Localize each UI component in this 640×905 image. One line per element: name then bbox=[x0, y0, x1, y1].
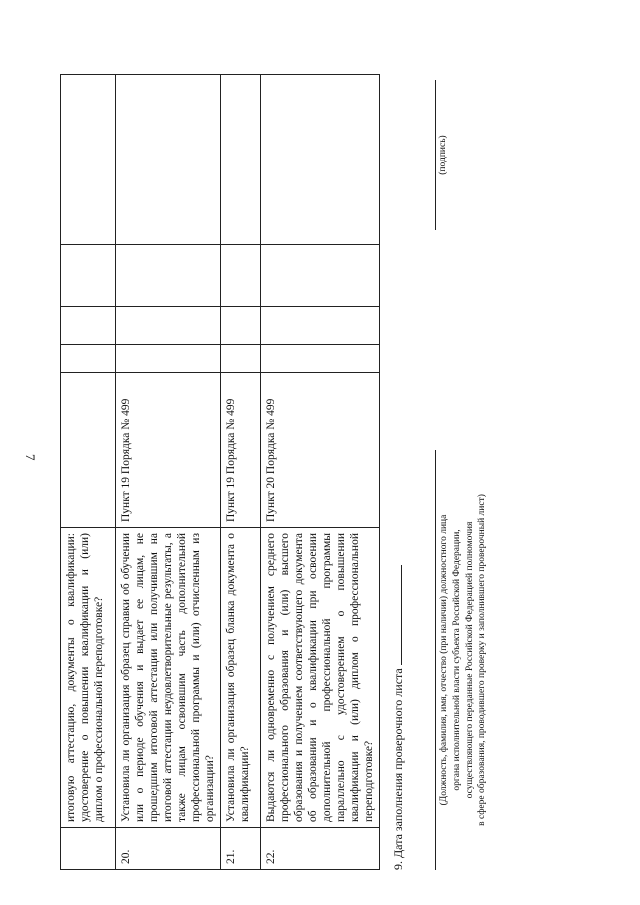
answer-cell-yes bbox=[261, 345, 380, 373]
question-cell: Установила ли организация образец справки об обучении или о периоде обучения и выдает ее лицам, не прошедшим итоговой аттестации или получившим на итоговой аттестации неудовлетворительные результаты, а также лицам освоившим часть дополнительной профессиональной программы и (или) отчисленным из организации? bbox=[116, 528, 221, 828]
official-caption bbox=[438, 450, 489, 870]
official-caption-line: осуществляющего переданные Российской Федерацией полномочия bbox=[464, 521, 475, 799]
row-number: 21. bbox=[221, 828, 261, 870]
signature-block bbox=[435, 80, 515, 870]
official-caption-line: в сфере образования, проводившего проверку и заполнившего проверочный лист) bbox=[477, 494, 488, 826]
table-row bbox=[221, 75, 261, 870]
row-number: 22. bbox=[261, 828, 380, 870]
signature-line bbox=[435, 80, 436, 230]
row-number: 20. bbox=[116, 828, 221, 870]
reference-cell bbox=[61, 373, 116, 528]
official-line bbox=[435, 450, 436, 870]
reference-cell: Пункт 19 Порядка № 499 bbox=[221, 373, 261, 528]
question-cell: итоговую аттестацию, документы о квалификации: удостоверение о повышении квалификации и (или) диплом о профессиональной переподготовке? bbox=[61, 528, 116, 828]
answer-cell-no bbox=[261, 307, 380, 345]
reference-cell: Пункт 20 Порядка № 499 bbox=[261, 373, 380, 528]
fill-date-label: 9. Дата заполнения проверочного листа bbox=[391, 668, 405, 870]
answer-cell-no bbox=[116, 307, 221, 345]
signature-caption: (подпись) bbox=[438, 135, 448, 175]
answer-cell-yes bbox=[221, 345, 261, 373]
official-caption-line: (Должность, фамилия, имя, отчество (при наличии) должностного лица bbox=[439, 514, 449, 806]
comment-cell bbox=[61, 75, 116, 245]
answer-cell-na bbox=[221, 245, 261, 307]
comment-cell bbox=[116, 75, 221, 245]
checklist-table bbox=[60, 74, 380, 870]
rotated-page-content bbox=[60, 75, 640, 870]
page-number: 7 bbox=[23, 454, 38, 461]
table-row bbox=[61, 75, 116, 870]
comment-cell bbox=[221, 75, 261, 245]
answer-cell-no bbox=[61, 307, 116, 345]
question-cell: Выдаются ли одновременно с получением среднего профессионального образования и (или) высшего образования и получением соответствующего документа об образовании и о квалификации при освоении дополнительной профессиональной программы параллельно с удостоверением о повышении квалификации и (или) диплом о профессиональной переподготовке? bbox=[261, 528, 380, 828]
answer-cell-no bbox=[221, 307, 261, 345]
answer-cell-na bbox=[261, 245, 380, 307]
answer-cell-na bbox=[116, 245, 221, 307]
fill-date-blank bbox=[390, 565, 402, 665]
question-cell: Установила ли организация образец бланка документа о квалификации? bbox=[221, 528, 261, 828]
official-caption-line: органа исполнительной власти субъекта Российской Федерации, bbox=[451, 529, 462, 791]
comment-cell bbox=[261, 75, 380, 245]
row-number bbox=[61, 828, 116, 870]
answer-cell-yes bbox=[116, 345, 221, 373]
answer-cell-yes bbox=[61, 345, 116, 373]
fill-date-line bbox=[390, 565, 406, 870]
answer-cell-na bbox=[61, 245, 116, 307]
reference-cell: Пункт 19 Порядка № 499 bbox=[116, 373, 221, 528]
table-row bbox=[261, 75, 380, 870]
table-row bbox=[116, 75, 221, 870]
